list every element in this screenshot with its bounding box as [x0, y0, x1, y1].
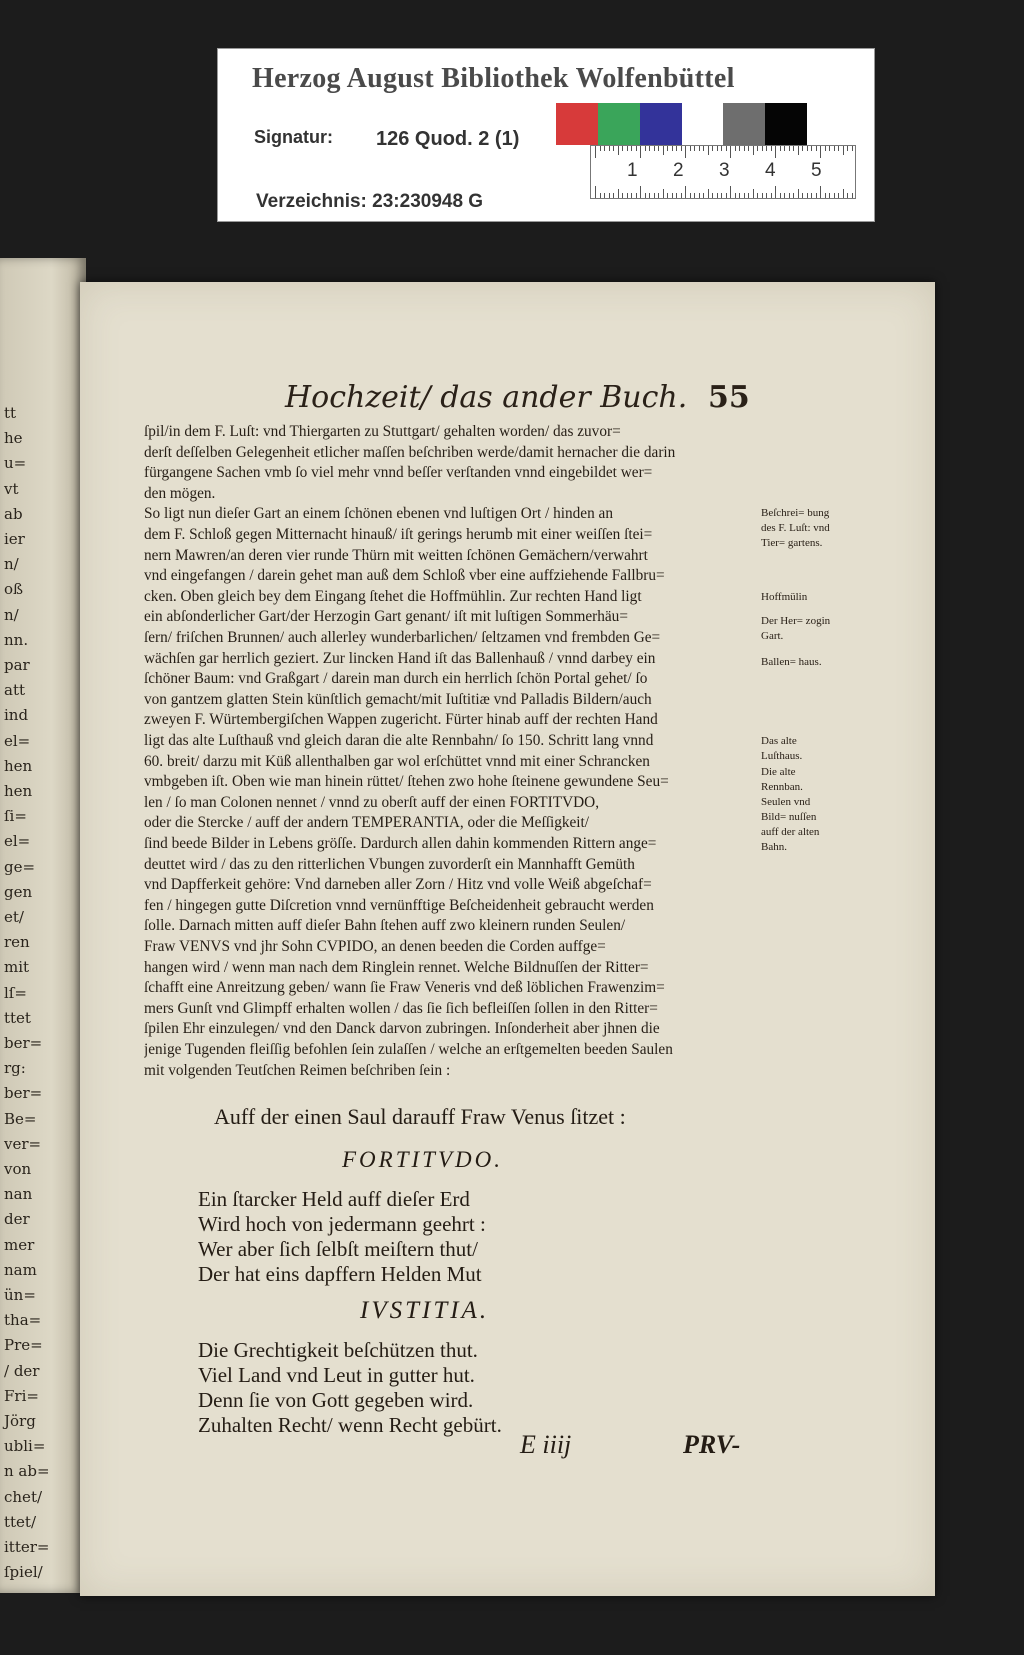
ruler-tick: [829, 193, 830, 198]
body-line: len / ſo man Colonen nennet / vnnd zu oberſt auff der einen FORTITVDO,: [144, 793, 600, 811]
ruler-tick: [708, 189, 709, 198]
left-page-fragment: et/: [4, 908, 24, 926]
body-line: ein abſonderlicher Gart/der Herzogin Gart genant/ iſt mit luſtigen Sommerhäu=: [144, 608, 628, 626]
body-line: ligt das alte Luſthauß vnd gleich daran die alte Rennbahn/ ſo 150. Schritt lang vnnd: [144, 732, 654, 749]
body-line: ſolle. Darnach mitten auff dieſer Bahn ſtehen auff zwo kleinern runden Seulen/: [144, 917, 626, 935]
signatur-value: 126 Quod. 2 (1): [376, 128, 520, 150]
left-page-fragment: chet/: [4, 1487, 43, 1506]
ruler-tick: [613, 193, 614, 198]
page-number: 55: [708, 380, 750, 415]
ruler-tick: [685, 186, 686, 198]
ruler-tick: [757, 193, 758, 198]
margin-note: Hoffmülin: [761, 591, 808, 603]
body-line: hangen wird / wenn man nach dem Ringlein rennet. Welche Bildnuſſen der Ritter=: [144, 958, 649, 976]
ruler-tick: [627, 146, 628, 151]
left-page-fragment: nn.: [4, 630, 29, 649]
ruler-tick: [748, 193, 749, 198]
verse-heading: Auff der einen Saul darauff Fraw Venus ſitzet :: [214, 1104, 626, 1129]
ruler-tick: [753, 189, 754, 198]
body-line: 60. breit/ darzu mit Küß allenthalben gar wol erſchüttet vnnd mit einer Schrancken: [144, 752, 650, 770]
left-page-fragment: el=: [4, 832, 31, 851]
ruler-tick: [712, 146, 713, 151]
body-line: mers Gunſt vnd Glimpff erhalten wollen / das ſie ſich befleiſſen ſollen in den Ritter=: [144, 999, 658, 1017]
left-page-fragment: par: [4, 656, 30, 674]
left-page-fragment: n/: [4, 555, 19, 574]
ruler-tick: [762, 193, 763, 198]
ruler-tick: [600, 146, 601, 151]
ruler-tick: [694, 146, 695, 151]
body-line: dem F. Schloß gegen Mitternacht hinauß/ iſt gerings herumb mit einer weiſſen ſtei=: [144, 526, 653, 543]
ruler-tick: [609, 146, 610, 151]
ruler-tick: [676, 146, 677, 151]
ruler-tick: [789, 193, 790, 198]
verzeichnis-value: Verzeichnis: 23:230948 G: [256, 191, 484, 212]
body-line: Fraw VENVS vnd jhr Sohn CVPIDO, an denen beeden die Corden auffge=: [144, 938, 606, 955]
ruler-tick: [807, 193, 808, 198]
verse-line: Denn ſie von Gott gegeben wird.: [198, 1388, 474, 1412]
library-name: Herzog August Bibliothek Wolfenbüttel: [252, 63, 735, 94]
catchword: PRV-: [683, 1430, 741, 1459]
ruler-tick: [681, 146, 682, 151]
left-page-fragment: ber=: [4, 1034, 43, 1052]
left-page-fragment: ſi=: [4, 807, 27, 826]
left-page-fragment: ren: [4, 933, 30, 952]
body-line: vnd eingefangen / darein gehet man auß dem Schloß vber eine auffziehende Fallbru=: [144, 567, 665, 585]
margin-note: Beſchrei= bung des F. Luſt: vnd Tier= gartens.: [761, 507, 830, 549]
ruler-tick: [838, 146, 839, 151]
left-page-fragment: Fri=: [4, 1386, 39, 1405]
ruler-tick: [802, 146, 803, 151]
body-line: ſind beede Bilder in Lebens gröſſe. Dardurch allen dahin kommenden Rittern ange=: [144, 835, 657, 852]
ruler-tick: [744, 146, 745, 151]
left-page-fragment: vt: [4, 479, 19, 498]
left-page-fragment: nam: [4, 1260, 37, 1279]
ruler-tick: [843, 189, 844, 198]
left-page-fragment: ſpiel/: [4, 1563, 43, 1582]
ruler-tick: [613, 146, 614, 151]
left-page-fragment: ge=: [4, 857, 36, 876]
ruler-tick: [811, 193, 812, 198]
ruler-tick: [834, 146, 835, 151]
left-page-fragment: mer: [4, 1235, 35, 1254]
left-page-fragment: n ab=: [4, 1462, 50, 1481]
ruler-tick: [627, 193, 628, 198]
scale-ruler: [590, 145, 856, 199]
left-page-fragment: lſ=: [4, 983, 27, 1002]
left-page-fragment: ier: [4, 530, 25, 548]
ruler-tick: [690, 193, 691, 198]
ruler-tick: [622, 146, 623, 151]
left-page-fragment: tha=: [4, 1311, 42, 1330]
body-line: mit volgenden Teutſchen Reimen beſchriben ſein :: [144, 1061, 451, 1079]
ruler-tick: [631, 146, 632, 151]
ruler-tick: [793, 146, 794, 151]
left-page-fragment: rg:: [4, 1059, 26, 1078]
verse-line: Wird hoch von jedermann geehrt :: [198, 1212, 486, 1236]
ruler-tick: [739, 193, 740, 198]
left-facing-page: [0, 258, 86, 1593]
body-line: von gantzem glatten Stein künſtlich gemacht/mit Iuſtitiæ vnd Palladis Bildern/auch: [144, 690, 652, 708]
left-page-fragment: Be=: [4, 1109, 37, 1128]
ruler-tick: [735, 193, 736, 198]
ruler-tick: [811, 146, 812, 151]
left-page-fragment: ab: [4, 504, 23, 523]
verse-line: Wer aber ſich ſelbſt meiſtern thut/: [198, 1237, 478, 1261]
ruler-tick: [604, 193, 605, 198]
margin-note: Ballen= haus.: [761, 656, 822, 668]
ruler-tick: [672, 146, 673, 151]
ruler-tick: [595, 186, 596, 198]
ruler-tick: [645, 146, 646, 151]
ruler-tick: [721, 193, 722, 198]
ruler-tick: [658, 146, 659, 151]
ruler-tick: [762, 146, 763, 151]
ruler-tick: [618, 146, 619, 155]
ruler-tick: [757, 146, 758, 151]
color-swatch: [598, 103, 640, 145]
ruler-tick: [766, 193, 767, 198]
ruler-tick: [654, 193, 655, 198]
ruler-tick: [847, 193, 848, 198]
ruler-tick: [631, 193, 632, 198]
ruler-tick: [618, 189, 619, 198]
ruler-tick: [730, 146, 731, 158]
body-line: ſpil/in dem F. Luſt: vnd Thiergarten zu Stuttgart/ gehalten worden/ das zuvor=: [144, 423, 621, 440]
ruler-tick: [730, 186, 731, 198]
ruler-tick: [712, 193, 713, 198]
left-page-fragment: he: [4, 429, 23, 448]
left-page-fragment: Pre=: [4, 1336, 43, 1355]
ruler-tick: [699, 146, 700, 151]
ruler-number: 5: [811, 160, 822, 181]
left-page-fragment: von: [4, 1160, 32, 1178]
ruler-tick: [793, 193, 794, 198]
ruler-tick: [604, 146, 605, 151]
body-line: oder die Stercke / auff der andern TEMPERANTIA, oder die Meſſigkeit/: [144, 814, 590, 832]
stanza1-title: FORTITVDO.: [342, 1147, 503, 1172]
ruler-tick: [622, 193, 623, 198]
ruler-tick: [663, 146, 664, 155]
body-line: zweyen F. Würtembergiſchen Wappen zugericht. Fürter hinab auff der rechten Hand: [144, 711, 658, 729]
ruler-tick: [703, 193, 704, 198]
verse-line: Die Grechtigkeit beſchützen thut.: [198, 1338, 478, 1362]
body-line: jenige Tugenden fleiſſig befohlen ſein zulaſſen / welche an erſtgemelten beeden Saulen: [144, 1041, 673, 1058]
ruler-tick: [838, 193, 839, 198]
left-page-fragment: ubli=: [4, 1437, 46, 1456]
ruler-tick: [834, 193, 835, 198]
ruler-tick: [645, 193, 646, 198]
verse-line: Zuhalten Recht/ wenn Recht gebürt.: [198, 1413, 502, 1437]
ruler-tick: [852, 193, 853, 198]
body-line: den mögen.: [144, 484, 216, 502]
ruler-tick: [753, 146, 754, 155]
left-page-fragment: / der: [4, 1361, 40, 1380]
ruler-tick: [825, 193, 826, 198]
ruler-tick: [694, 193, 695, 198]
body-line: derſt deſſelben Gelegenheit etlicher maſſen beſchriben werde/damit hernacher die darin: [144, 443, 676, 461]
ruler-tick: [775, 146, 776, 158]
ruler-tick: [699, 193, 700, 198]
stanza2-title: IVSTITIA.: [360, 1297, 490, 1324]
margin-note: Seulen vnd Bild= nuſſen auff der alten Bahn.: [761, 796, 820, 853]
ruler-tick: [766, 146, 767, 151]
left-page-fragment: oß: [4, 580, 24, 599]
ruler-tick: [843, 146, 844, 155]
ruler-tick: [690, 146, 691, 151]
left-page-fragment: mit: [4, 958, 30, 977]
left-page-fragment: tt: [4, 404, 17, 422]
ruler-tick: [672, 193, 673, 198]
ruler-tick: [658, 193, 659, 198]
ruler-tick: [717, 146, 718, 151]
ruler-tick: [816, 193, 817, 198]
margin-note: Der Her= zogin Gart.: [761, 615, 831, 642]
body-line: ſchöner Baum: vnd Graßgart / darein man durch ein herrlich ſchön Portal gehet/ ſo: [144, 670, 648, 688]
color-swatch: [640, 103, 682, 145]
ruler-tick: [636, 146, 637, 151]
left-page-fragment: der: [4, 1210, 30, 1229]
library-label-card: [217, 48, 875, 222]
ruler-tick: [784, 146, 785, 151]
color-swatch: [556, 103, 598, 145]
margin-note: Die alte Rennban.: [761, 766, 803, 793]
left-page-fragment: ttet: [4, 1008, 31, 1027]
ruler-tick: [609, 193, 610, 198]
ruler-tick: [798, 146, 799, 155]
left-page-fragment: ind: [4, 706, 29, 725]
left-page-fragment: hen: [4, 756, 33, 775]
ruler-tick: [667, 146, 668, 151]
ruler-tick: [735, 146, 736, 151]
left-page-fragment: n/: [4, 605, 19, 624]
ruler-tick: [721, 146, 722, 151]
body-line: fen / hingegen gutte Diſcretion vnnd vernünfftige Beſcheidenheit gebraucht werden: [144, 896, 654, 914]
ruler-tick: [726, 193, 727, 198]
ruler-tick: [847, 146, 848, 151]
left-page-fragment: ber=: [4, 1084, 43, 1103]
body-line: fürgangene Sachen vmb ſo viel mehr vnnd beſſer verſtanden vnnd eingebildet wer=: [144, 464, 653, 482]
left-page-fragment: ver=: [4, 1134, 42, 1153]
ruler-tick: [802, 193, 803, 198]
ruler-tick: [595, 146, 596, 158]
ruler-tick: [780, 193, 781, 198]
body-line: vnd Dapfferkeit gehöre: Vnd darneben aller Zorn / Hitz vnd volle Weiß abgeſchaf=: [144, 876, 652, 894]
signatur-label: Signatur:: [254, 127, 333, 147]
left-page-fragment: Jörg: [4, 1412, 36, 1430]
ruler-tick: [780, 146, 781, 151]
ruler-tick: [663, 189, 664, 198]
ruler-tick: [600, 193, 601, 198]
left-page-fragment: att: [4, 681, 25, 700]
ruler-tick: [708, 146, 709, 155]
ruler-tick: [636, 193, 637, 198]
ruler-tick: [676, 193, 677, 198]
ruler-tick: [829, 146, 830, 151]
verse-line: Ein ſtarcker Held auff dieſer Erd: [198, 1187, 470, 1211]
body-line: nern Mawren/an deren vier runde Thürn mit weitten ſchönen Gemächern/verwahrt: [144, 546, 648, 564]
ruler-tick: [852, 146, 853, 151]
body-line: ſern/ friſchen Brunnen/ auch allerley wunderbarlichen/ ſeltzamen vnd frembden Ge=: [144, 629, 661, 646]
left-page-fragment: ün=: [4, 1286, 36, 1304]
ruler-tick: [744, 193, 745, 198]
ruler-tick: [816, 146, 817, 151]
body-line: ſchafft eine Anreitzung geben/ wann ſie Fraw Veneris vnd deß löblichen Frawenzim=: [144, 979, 665, 997]
ruler-tick: [771, 193, 772, 198]
body-line: ſpilen Ehr einzulegen/ vnd den Danck darvon zubringen. Inſonderheit aber jhnen die: [144, 1020, 660, 1038]
ruler-tick: [748, 146, 749, 151]
ruler-tick: [775, 186, 776, 198]
ruler-number: 4: [765, 160, 776, 181]
ruler-tick: [654, 146, 655, 151]
ruler-number: 3: [719, 160, 730, 181]
body-line: deuttet wird / das zu den ritterlichen Vbungen zuvorderſt ein Mannhafft Gemüth: [144, 855, 635, 873]
color-swatch: [765, 103, 807, 145]
ruler-tick: [717, 193, 718, 198]
ruler-tick: [685, 146, 686, 158]
left-page-fragment: u=: [4, 454, 27, 473]
left-page-fragment: ttet/: [4, 1512, 37, 1531]
ruler-tick: [649, 146, 650, 151]
ruler-tick: [789, 146, 790, 151]
ruler-tick: [798, 189, 799, 198]
ruler-tick: [640, 146, 641, 158]
verse-line: Der hat eins dapffern Helden Mut: [198, 1262, 482, 1286]
ruler-tick: [640, 186, 641, 198]
running-head: Hochzeit/ das ander Buch.: [285, 380, 688, 415]
body-line: vmbgeben iſt. Oben wie man hinein rüttet/ ſtehen zwo hohe ſteinene gewundene Seu=: [144, 773, 669, 791]
ruler-tick: [703, 146, 704, 151]
signature-mark: E iiij: [520, 1430, 572, 1459]
ruler-tick: [726, 146, 727, 151]
verse-line: Viel Land vnd Leut in gutter hut.: [198, 1363, 475, 1387]
ruler-tick: [807, 146, 808, 151]
ruler-tick: [681, 193, 682, 198]
ruler-number: 2: [673, 160, 684, 181]
margin-note: Das alte Luſthaus.: [761, 735, 803, 762]
body-line: cken. Oben gleich bey dem Eingang ſtehet die Hoffmühlin. Zur rechten Hand ligt: [144, 587, 642, 605]
ruler-tick: [820, 186, 821, 198]
left-page-fragment: hen: [4, 782, 33, 800]
ruler-tick: [784, 193, 785, 198]
left-page-fragment: el=: [4, 731, 31, 750]
ruler-number: 1: [627, 160, 638, 181]
ruler-tick: [771, 146, 772, 151]
body-line: So ligt nun dieſer Gart an einem ſchönen ebenen vnd luſtigen Ort / hinden an: [144, 505, 613, 523]
ruler-tick: [825, 146, 826, 151]
color-swatch: [723, 103, 765, 145]
left-page-fragment: gen: [4, 882, 33, 901]
ruler-tick: [649, 193, 650, 198]
body-line: wächſen gar herrlich geziert. Zur lincken Hand iſt das Ballenhauß / vnnd darbey ein: [144, 649, 656, 667]
left-page-fragment: itter=: [4, 1538, 50, 1556]
left-page-fragment: nan: [4, 1185, 33, 1204]
ruler-tick: [667, 193, 668, 198]
ruler-tick: [820, 146, 821, 158]
ruler-tick: [739, 146, 740, 151]
